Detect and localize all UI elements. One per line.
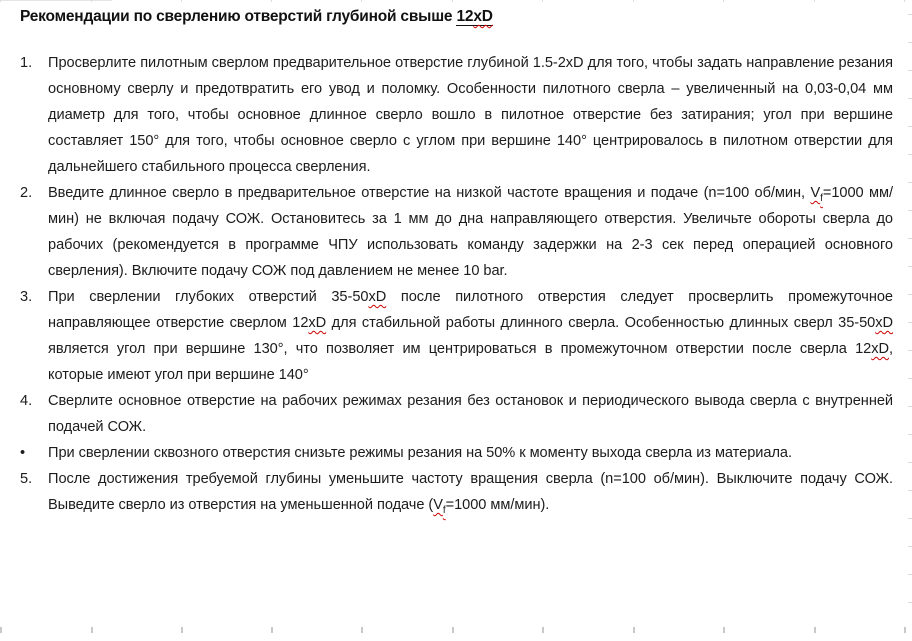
gridline-tick xyxy=(723,0,724,2)
gridline-tick xyxy=(908,518,912,519)
gridline-tick xyxy=(542,627,544,633)
gridline-tick xyxy=(908,378,912,379)
text-run: При сверлении сквозного отверстия снизьте режимы резания на 50% к моменту выхода сверла из материала. xyxy=(48,445,792,461)
text-run: xD xyxy=(368,289,387,305)
list-item-text xyxy=(48,284,893,388)
gridline-tick xyxy=(814,627,816,633)
gridline-tick xyxy=(908,322,912,323)
gridline-tick xyxy=(908,210,912,211)
gridline-tick xyxy=(908,546,912,547)
text-run: Введите длинное сверло в предварительное отверстие на низкой частоте вращения и подаче (n=100 об/мин, xyxy=(48,185,811,201)
list-marker: • xyxy=(20,445,26,461)
text-run: V xyxy=(433,497,443,513)
gridline-tick xyxy=(0,627,2,633)
list-item xyxy=(20,180,893,284)
gridline-tick xyxy=(908,182,912,183)
gridline-tick xyxy=(361,0,362,2)
text-run: после пилотного отверстия следует просверлить промежуточное направляющее отверстие сверлом 12 xyxy=(48,289,893,331)
gridline-tick xyxy=(908,14,912,15)
gridline-tick xyxy=(908,602,912,603)
gridline-tick xyxy=(452,627,454,633)
text-run: При сверлении глубоких отверстий 35-50 xyxy=(48,289,369,305)
gridline-segment xyxy=(0,0,112,1)
list-item-text xyxy=(48,50,893,180)
list-item-text xyxy=(48,440,893,466)
gridline-tick xyxy=(908,238,912,239)
gridline-tick xyxy=(908,434,912,435)
list-marker: 5. xyxy=(20,471,33,487)
recommendations-list xyxy=(20,50,893,518)
gridline-tick xyxy=(542,0,543,2)
gridline-tick xyxy=(271,0,272,2)
gridline-tick xyxy=(908,42,912,43)
list-item xyxy=(20,388,893,440)
gridline-tick xyxy=(908,70,912,71)
list-item xyxy=(20,50,893,180)
gridline-tick xyxy=(181,627,183,633)
gridline-tick xyxy=(908,350,912,351)
list-marker: 3. xyxy=(20,289,33,305)
list-item-text xyxy=(48,466,893,518)
text-run: , которые имеют угол при вершине 140° xyxy=(48,341,893,383)
gridline-tick xyxy=(91,0,92,2)
gridline-tick xyxy=(908,126,912,127)
gridline-tick xyxy=(908,490,912,491)
gridline-tick xyxy=(908,294,912,295)
text-run: xD xyxy=(308,315,327,331)
gridline-tick xyxy=(908,574,912,575)
gridline-tick xyxy=(908,462,912,463)
text-run: После достижения требуемой глубины уменьшите частоту вращения сверла (n=100 об/мин). Выключите подачу СОЖ. Выведите сверло из отверстия на уменьшенной подаче ( xyxy=(48,471,893,513)
text-run: V xyxy=(810,185,821,201)
gridline-tick xyxy=(908,266,912,267)
text-run: для стабильной работы длинного сверла. Особенностью длинных сверл 35-50 xyxy=(326,315,876,331)
text-run: Просверлите пилотным сверлом предварительное отверстие глубиной 1.5-2xD для того, чтобы задать направление резания основному сверлу и предотвратить его увод и поломку. Особенности пилотного сверла – увеличенный на 0,03-0,04 мм диаметр для того, чтобы основное длинное сверло вошло в пилотное отверстие без затирания; угол при вершине составляет 150° для того, чтобы основное сверло с углом при вершине 140° центрировалось в пилотном отверстии для дальнейшего стабильного процесса сверления. xyxy=(48,55,893,175)
text-run: =1000 мм/мин) не включая подачу СОЖ. Остановитесь за 1 мм до дна направляющего отверстия. Увеличьте обороты сверла до рабочих (рекомендуется в программе ЧПУ использовать команду задержки на 2-3 сек перед операцией основного сверления). Включите подачу СОЖ под давлением не менее 10 bar. xyxy=(48,185,894,279)
gridline-tick xyxy=(0,0,1,2)
gridline-tick xyxy=(908,154,912,155)
text-run: f xyxy=(820,192,823,204)
gridline-tick xyxy=(633,627,635,633)
text-run: xD xyxy=(473,8,493,25)
gridline-tick xyxy=(271,627,273,633)
list-item-text xyxy=(48,388,893,440)
text-run: является угол при вершине 130°, что позволяет им центрироваться в промежуточном отверстии после сверла 12 xyxy=(48,341,872,357)
text-run: f xyxy=(442,504,446,516)
gridline-tick xyxy=(633,0,634,2)
text-run: Рекомендации по сверлению отверстий глубиной свыше xyxy=(20,8,457,25)
gridline-tick xyxy=(91,627,93,633)
list-marker: 1. xyxy=(20,55,33,71)
text-run: xD xyxy=(875,315,893,331)
gridline-tick xyxy=(361,627,363,633)
gridline-tick xyxy=(904,0,905,2)
list-item xyxy=(20,440,893,466)
text-run: Сверлите основное отверстие на рабочих режимах резания без остановок и периодического вывода сверла с внутренней подачей СОЖ. xyxy=(48,393,893,435)
list-item xyxy=(20,284,893,388)
gridline-tick xyxy=(452,0,453,2)
gridline-tick xyxy=(181,0,182,2)
gridline-tick xyxy=(908,98,912,99)
list-marker: 2. xyxy=(20,185,33,201)
text-run: =1000 мм/мин). xyxy=(445,497,550,513)
text-run: 12 xyxy=(456,8,474,25)
gridline-tick xyxy=(904,627,906,633)
list-item-text xyxy=(48,180,893,284)
gridline-tick xyxy=(814,0,815,2)
text-run: xD xyxy=(871,341,889,357)
gridline-tick xyxy=(723,627,725,633)
page-title xyxy=(20,8,493,26)
list-marker: 4. xyxy=(20,393,33,409)
list-item xyxy=(20,466,893,518)
gridline-tick xyxy=(908,406,912,407)
